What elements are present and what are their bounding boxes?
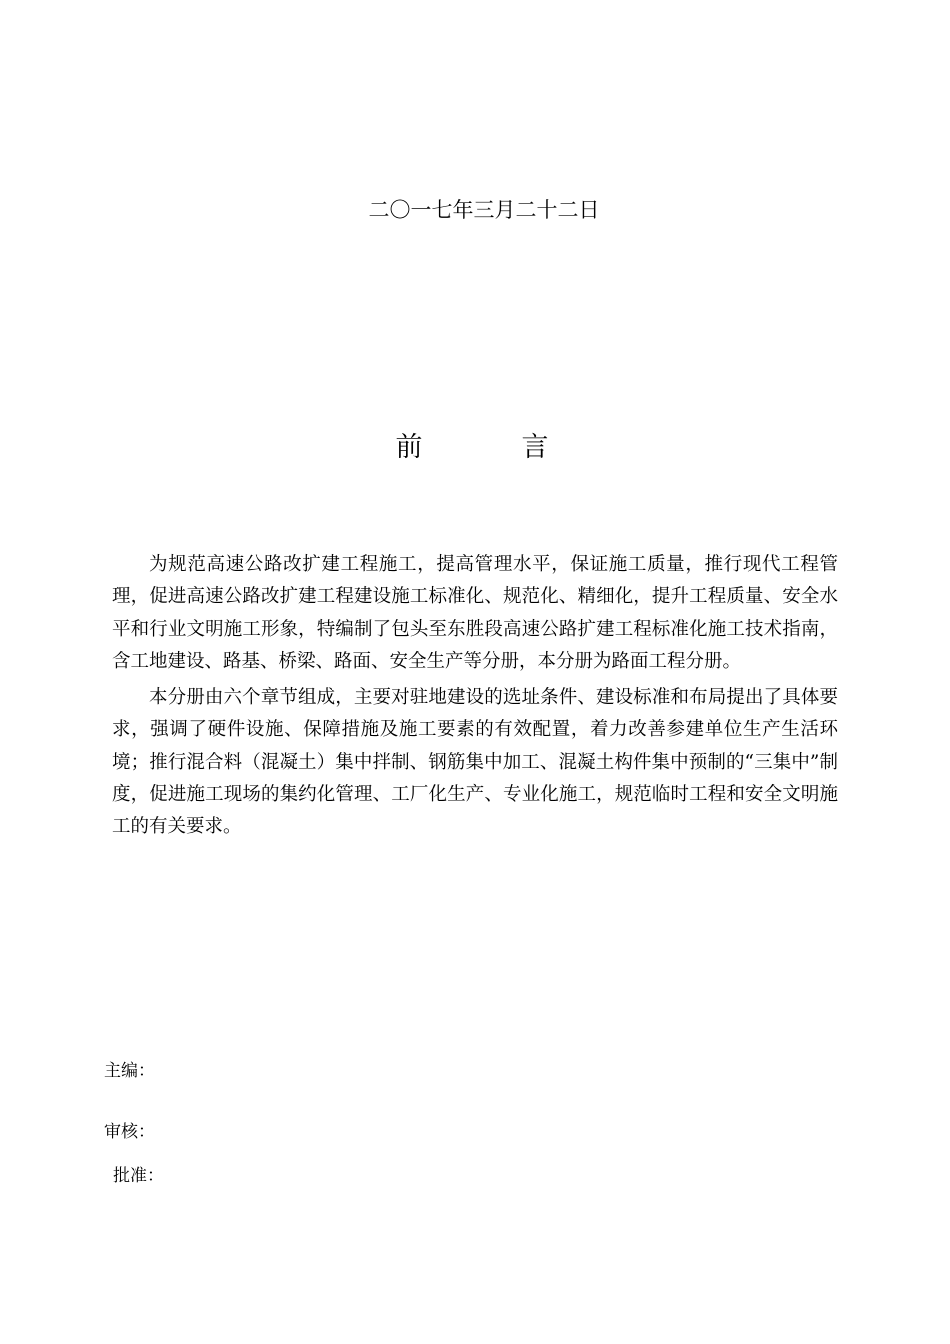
preface-body <box>112 549 838 848</box>
preface-paragraph-1: 为规范高速公路改扩建工程施工，提高管理水平，保证施工质量，推行现代工程管理，促进高速公路改扩建工程建设施工标准化、规范化、精细化，提升工程质量、安全水平和行业文明施工形象，特编制了包头至东胜段高速公路扩建工程标准化施工技术指南，含工地建设、路基、桥梁、路面、安全生产等分册，本分册为路面工程分册。 <box>112 554 838 672</box>
reviewer-label: 审核： <box>104 1122 155 1142</box>
approver-label: 批准： <box>113 1166 164 1186</box>
preface-title: 前 言 <box>395 432 585 463</box>
document-date: 二〇一七年三月二十二日 <box>368 198 600 222</box>
editor-label: 主编： <box>104 1061 155 1081</box>
preface-paragraph-2: 本分册由六个章节组成，主要对驻地建设的选址条件、建设标准和布局提出了具体要求，强调了硬件设施、保障措施及施工要素的有效配置，着力改善参建单位生产生活环境；推行混合料（混凝土）集中拌制、钢筋集中加工、混凝土构件集中预制的“三集中”制度，促进施工现场的集约化管理、工厂化生产、专业化施工，规范临时工程和安全文明施工的有关要求。 <box>112 687 838 838</box>
